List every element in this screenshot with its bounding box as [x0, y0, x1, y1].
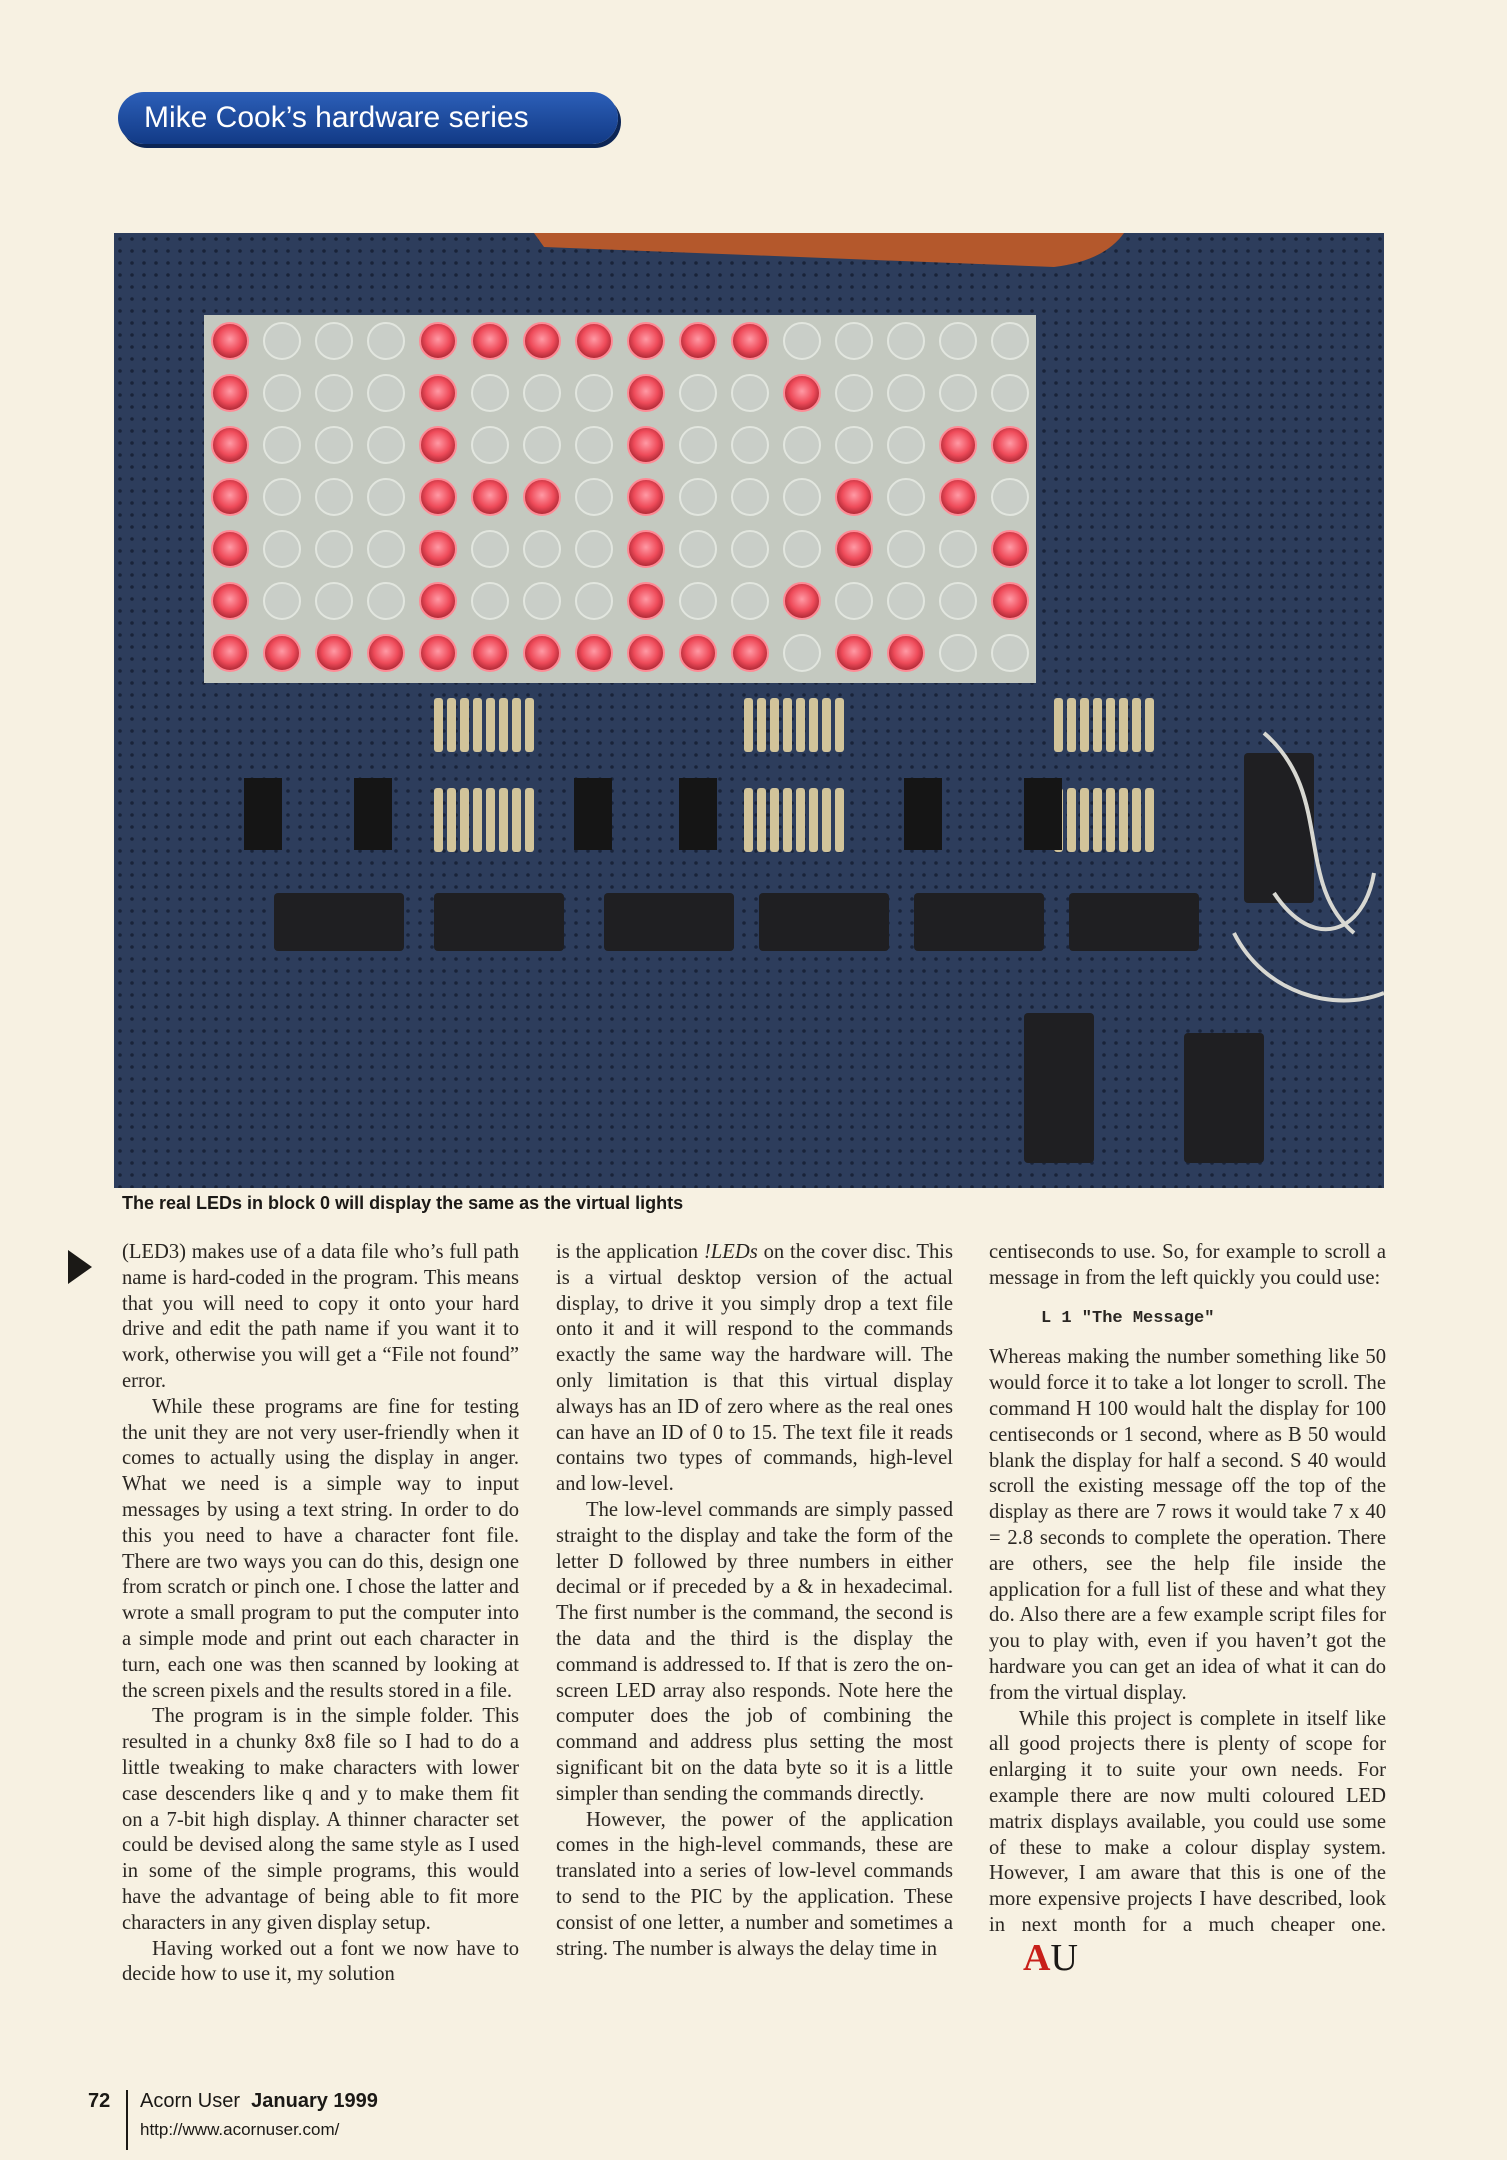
- led-unlit: [784, 427, 820, 463]
- driver-chip: [574, 778, 612, 850]
- led-unlit: [472, 427, 508, 463]
- led-unlit: [836, 427, 872, 463]
- led-unlit: [992, 635, 1028, 671]
- resistor: [796, 788, 805, 852]
- led-unlit: [264, 323, 300, 359]
- led-lit: [992, 583, 1028, 619]
- led-lit: [628, 531, 664, 567]
- led-unlit: [992, 479, 1028, 515]
- led-unlit: [368, 323, 404, 359]
- led-unlit: [888, 427, 924, 463]
- resistor: [783, 698, 792, 752]
- led-unlit: [992, 323, 1028, 359]
- led-unlit: [576, 427, 612, 463]
- led-lit: [316, 635, 352, 671]
- article-column-2: [556, 1240, 953, 1962]
- resistor: [1080, 698, 1089, 752]
- resistor: [809, 788, 818, 852]
- resistor: [1093, 788, 1102, 852]
- resistor: [796, 698, 805, 752]
- resistor: [1145, 698, 1154, 752]
- led-unlit: [680, 479, 716, 515]
- resistor: [499, 698, 508, 752]
- led-unlit: [576, 479, 612, 515]
- led-unlit: [472, 531, 508, 567]
- led-lit: [420, 375, 456, 411]
- led-unlit: [888, 583, 924, 619]
- led-unlit: [784, 323, 820, 359]
- application-name: !LEDs: [703, 1241, 758, 1263]
- led-unlit: [732, 583, 768, 619]
- led-lit: [420, 427, 456, 463]
- resistor: [1106, 698, 1115, 752]
- led-unlit: [368, 375, 404, 411]
- logo-letter-a: A: [1023, 1936, 1051, 1979]
- page-number: 72: [88, 2090, 111, 2112]
- led-lit: [628, 323, 664, 359]
- paragraph: [989, 1707, 1386, 1977]
- ic-chip: [914, 893, 1044, 951]
- resistor: [835, 788, 844, 852]
- led-unlit: [680, 583, 716, 619]
- paragraph: While these programs are fine for testing the unit they are not very user-friendly when it comes to actually using the display in anger. What we need is a simple way to input messages by using a text string. In order to do this you need to have a character font file. There are two ways you can do this, design one from scratch or pinch one. I chose the latter and wrote a small program to put the computer into a simple mode and print out each character in turn, each one was then scanned by looking at the screen pixels and the results stored in a file.: [122, 1395, 519, 1702]
- text-run: on the cover disc. This is a virtual desktop version of the actual display, to drive it you simply drop a text file onto it and it will respond to the commands exactly the same way the hardware will. The only limitation is that this virtual display always has an ID of zero where as the real ones can have an ID of 0 to 15. The text file it reads contains two types of commands, high-level and low-level.: [556, 1241, 953, 1496]
- resistor: [460, 698, 469, 752]
- led-unlit: [680, 375, 716, 411]
- led-lit: [472, 479, 508, 515]
- led-unlit: [732, 479, 768, 515]
- ic-chip: [604, 893, 734, 951]
- led-lit: [472, 635, 508, 671]
- resistor: [757, 698, 766, 752]
- resistor: [434, 788, 443, 852]
- led-lit: [836, 635, 872, 671]
- resistor: [499, 788, 508, 852]
- led-unlit: [940, 531, 976, 567]
- led-unlit: [888, 531, 924, 567]
- led-unlit: [940, 635, 976, 671]
- led-lit: [420, 323, 456, 359]
- driver-chip: [679, 778, 717, 850]
- ic-chip: [1184, 1033, 1264, 1163]
- led-lit: [420, 531, 456, 567]
- led-lit: [628, 583, 664, 619]
- led-lit: [524, 479, 560, 515]
- led-unlit: [368, 427, 404, 463]
- led-unlit: [576, 583, 612, 619]
- resistor: [473, 698, 482, 752]
- led-unlit: [368, 583, 404, 619]
- led-unlit: [264, 531, 300, 567]
- resistor: [757, 788, 766, 852]
- ic-chip: [434, 893, 564, 951]
- led-lit: [940, 479, 976, 515]
- driver-chip: [904, 778, 942, 850]
- ic-chip: [274, 893, 404, 951]
- led-lit: [212, 323, 248, 359]
- led-unlit: [888, 323, 924, 359]
- led-unlit: [264, 479, 300, 515]
- continuation-arrow-icon: [68, 1250, 92, 1284]
- resistor: [1080, 788, 1089, 852]
- led-lit: [836, 531, 872, 567]
- led-unlit: [836, 375, 872, 411]
- led-unlit: [316, 583, 352, 619]
- magazine-name: Acorn User: [140, 2090, 241, 2112]
- led-lit: [680, 323, 716, 359]
- led-unlit: [472, 583, 508, 619]
- led-lit: [420, 479, 456, 515]
- led-unlit: [784, 635, 820, 671]
- led-lit: [836, 479, 872, 515]
- led-unlit: [472, 375, 508, 411]
- led-unlit: [784, 531, 820, 567]
- paragraph: (LED3) makes use of a data file who’s full path name is hard-coded in the program. This means that you will need to copy it onto your hard drive and edit the path name if you want it to work, otherwise you will get a “File not found” error.: [122, 1241, 519, 1392]
- resistor: [822, 788, 831, 852]
- led-lit: [784, 583, 820, 619]
- led-lit: [420, 635, 456, 671]
- paragraph: Whereas making the number something like 50 would force it to take a lot longer to scroll. The command H 100 would halt the display for 100 centiseconds or 1 second, where as B 50 would blank the display for half a second. S 40 would scroll the existing message off the top of the display as there are 7 rows it would take 7 x 40 = 2.8 seconds to complete the operation. There are others, see the help file inside the application for a full list of these and what they do. Also there are a few example script files for you to play with, even if you haven’t got the hardware you can get an idea of what it can do from the virtual display.: [989, 1346, 1386, 1704]
- led-lit: [628, 479, 664, 515]
- resistor: [1132, 788, 1141, 852]
- resistor: [1054, 698, 1063, 752]
- ic-chip: [1024, 1013, 1094, 1163]
- resistor: [783, 788, 792, 852]
- led-unlit: [680, 531, 716, 567]
- led-lit: [732, 635, 768, 671]
- resistor: [1119, 698, 1128, 752]
- led-unlit: [732, 427, 768, 463]
- led-lit: [472, 323, 508, 359]
- resistor: [744, 788, 753, 852]
- resistor: [512, 788, 521, 852]
- driver-chip: [354, 778, 392, 850]
- led-unlit: [524, 531, 560, 567]
- led-board-illustration: [114, 233, 1384, 1188]
- led-lit: [420, 583, 456, 619]
- led-lit: [628, 375, 664, 411]
- magazine-url[interactable]: http://www.acornuser.com/: [140, 2120, 340, 2139]
- led-unlit: [940, 323, 976, 359]
- led-lit: [212, 479, 248, 515]
- ic-chip: [1069, 893, 1199, 951]
- resistor: [1093, 698, 1102, 752]
- resistor: [1132, 698, 1141, 752]
- led-unlit: [940, 583, 976, 619]
- led-unlit: [732, 375, 768, 411]
- led-unlit: [836, 583, 872, 619]
- driver-chip: [1024, 778, 1062, 850]
- resistor: [512, 698, 521, 752]
- led-unlit: [524, 427, 560, 463]
- led-unlit: [680, 427, 716, 463]
- resistor: [447, 788, 456, 852]
- led-unlit: [732, 531, 768, 567]
- text-run: is the application: [556, 1241, 704, 1263]
- resistor: [1145, 788, 1154, 852]
- led-unlit: [940, 375, 976, 411]
- led-unlit: [524, 375, 560, 411]
- led-unlit: [264, 375, 300, 411]
- code-example: L 1 "The Message": [1041, 1308, 1215, 1328]
- led-unlit: [992, 375, 1028, 411]
- pic-chip: [1244, 753, 1314, 903]
- figure-caption: The real LEDs in block 0 will display the same as the virtual lights: [122, 1193, 684, 1213]
- led-matrix-array: [204, 315, 1036, 683]
- led-unlit: [316, 323, 352, 359]
- led-lit: [680, 635, 716, 671]
- resistor: [525, 698, 534, 752]
- paragraph: Having worked out a font we now have to decide how to use it, my solution: [122, 1937, 519, 1986]
- hardware-photo: [114, 233, 1384, 1188]
- led-unlit: [368, 479, 404, 515]
- led-lit: [940, 427, 976, 463]
- resistor: [744, 698, 753, 752]
- led-unlit: [368, 531, 404, 567]
- led-unlit: [316, 375, 352, 411]
- paragraph: [556, 1240, 953, 1498]
- acorn-user-end-logo: [993, 1936, 1078, 1979]
- resistor: [486, 788, 495, 852]
- article-column-3: [989, 1240, 1386, 1977]
- issue-date: January 1999: [251, 2090, 378, 2112]
- series-badge: Mike Cook’s hardware series: [118, 92, 618, 144]
- resistor: [835, 698, 844, 752]
- led-lit: [212, 635, 248, 671]
- paragraph: centiseconds to use. So, for example to scroll a message in from the left quickly you could use:: [989, 1241, 1386, 1289]
- paragraph: However, the power of the application comes in the high-level commands, these are translated into a series of low-level commands to send to the PIC by the application. These consist of one letter, a number and sometimes a string. The number is always the delay time in: [556, 1808, 953, 1960]
- led-unlit: [888, 479, 924, 515]
- led-lit: [888, 635, 924, 671]
- led-unlit: [264, 583, 300, 619]
- led-lit: [992, 427, 1028, 463]
- led-unlit: [316, 479, 352, 515]
- resistor: [473, 788, 482, 852]
- led-lit: [628, 635, 664, 671]
- led-lit: [524, 323, 560, 359]
- resistor: [822, 698, 831, 752]
- resistor: [486, 698, 495, 752]
- led-lit: [784, 375, 820, 411]
- resistor: [770, 698, 779, 752]
- led-lit: [576, 323, 612, 359]
- led-lit: [992, 531, 1028, 567]
- driver-chip: [244, 778, 282, 850]
- led-unlit: [576, 375, 612, 411]
- led-lit: [212, 427, 248, 463]
- led-unlit: [784, 479, 820, 515]
- led-lit: [524, 635, 560, 671]
- paragraph: The program is in the simple folder. This resulted in a chunky 8x8 file so I had to do a little tweaking to make characters with lower case descenders like q and y to make them fit on a 7-bit high display. A thinner character set could be devised along the same style as I used in some of the simple programs, this would have the advantage of being able to fit more characters in any given display setup.: [122, 1705, 519, 1934]
- led-lit: [732, 323, 768, 359]
- resistor: [525, 788, 534, 852]
- text-run: While this project is complete in itself like all good projects there is plenty of scope for enlarging it to suite your own needs. For example there are now multi coloured LED matrix displays available, you could use some of these to make a colour display system. However, I am aware that this is one of the more expensive projects I have described, look in next month for a much cheaper one.: [989, 1707, 1386, 1936]
- led-unlit: [316, 427, 352, 463]
- led-unlit: [524, 583, 560, 619]
- resistor: [809, 698, 818, 752]
- led-lit: [212, 531, 248, 567]
- resistor: [434, 698, 443, 752]
- led-unlit: [888, 375, 924, 411]
- footer-divider: [126, 2090, 128, 2150]
- led-unlit: [836, 323, 872, 359]
- led-lit: [264, 635, 300, 671]
- logo-letter-u: U: [1050, 1936, 1078, 1979]
- magazine-issue: [140, 2090, 378, 2113]
- led-lit: [576, 635, 612, 671]
- led-lit: [628, 427, 664, 463]
- ic-chip: [759, 893, 889, 951]
- resistor: [1106, 788, 1115, 852]
- resistor: [1067, 698, 1076, 752]
- led-unlit: [316, 531, 352, 567]
- resistor: [1067, 788, 1076, 852]
- led-lit: [368, 635, 404, 671]
- paragraph: The low-level commands are simply passed straight to the display and take the form of the letter D followed by three numbers in either decimal or if preceded by a & in hexadecimal. The first number is the command, the second is the data and the third is the display the command is addressed to. If that is zero the on-screen LED array also responds. Note here the computer does the job of combining the command and address plus setting the most significant bit on the data byte so it is a little simpler than sending the commands directly.: [556, 1498, 953, 1805]
- article-column-1: [122, 1240, 519, 1988]
- led-unlit: [576, 531, 612, 567]
- led-unlit: [264, 427, 300, 463]
- led-lit: [212, 583, 248, 619]
- resistor: [447, 698, 456, 752]
- resistor: [1119, 788, 1128, 852]
- resistor: [770, 788, 779, 852]
- led-lit: [212, 375, 248, 411]
- resistor: [460, 788, 469, 852]
